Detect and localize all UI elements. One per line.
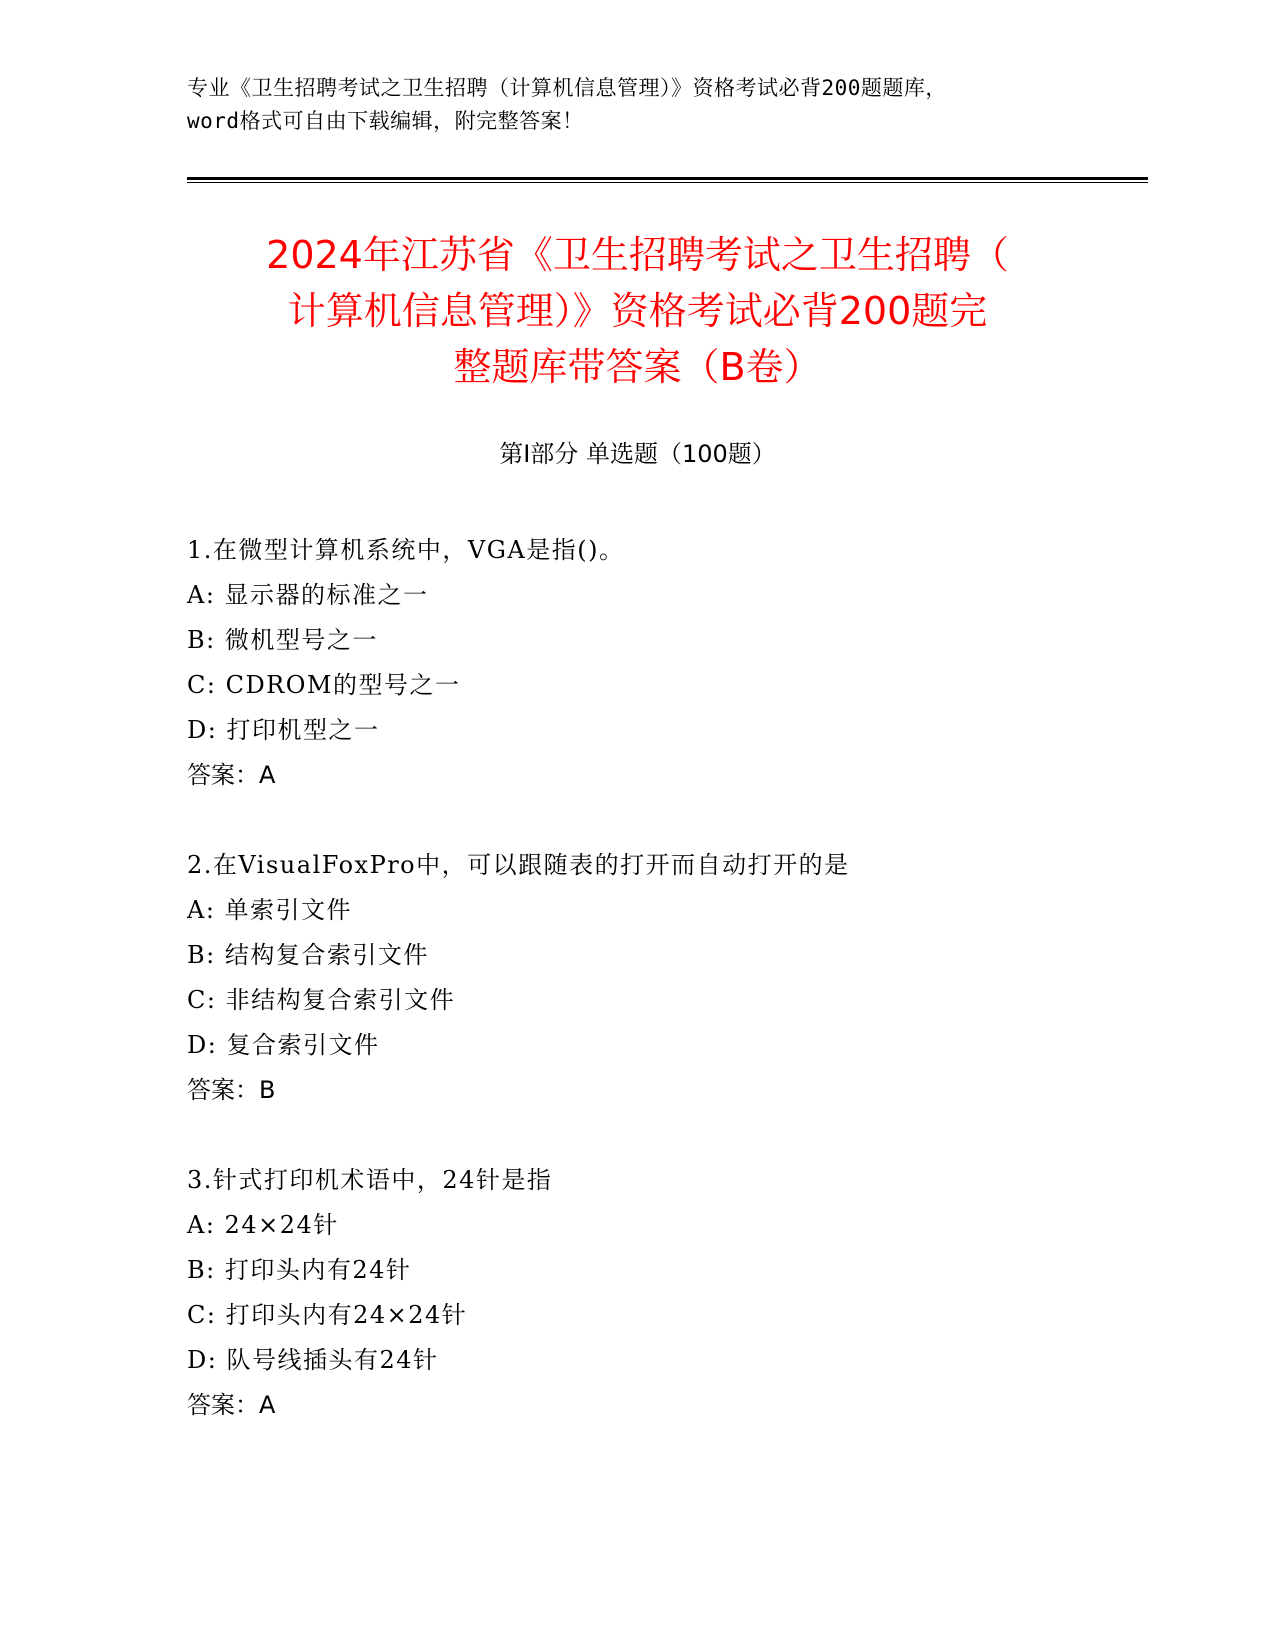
section-title: 第Ⅰ部分 单选题（100题） [499, 440, 776, 468]
option-b: B: 结构复合索引文件 [187, 941, 429, 969]
header-divider-thick [187, 177, 1148, 180]
question-stem: 3.针式打印机术语中，24针是指 [187, 1166, 553, 1194]
option-c: C: 打印头内有24×24针 [187, 1301, 468, 1329]
question-stem: 1.在微型计算机系统中，VGA是指()。 [187, 536, 625, 564]
option-a: A: 显示器的标准之一 [187, 581, 429, 609]
header-note-line-1: 专业《卫生招聘考试之卫生招聘（计算机信息管理）》资格考试必背200题题库， [187, 76, 947, 100]
document-title [180, 227, 1095, 395]
header-note-line-2: word格式可自由下载编辑，附完整答案！ [187, 109, 584, 133]
option-d: D: 队号线插头有24针 [187, 1346, 439, 1374]
option-a: A: 单索引文件 [187, 896, 353, 924]
question-3 [187, 1158, 1137, 1428]
option-a: A: 24×24针 [187, 1211, 339, 1239]
option-b: B: 打印头内有24针 [187, 1256, 412, 1284]
question-list [187, 528, 1137, 1473]
answer: 答案：A [187, 761, 276, 789]
option-c: C: 非结构复合索引文件 [187, 986, 456, 1014]
option-b: B: 微机型号之一 [187, 626, 378, 654]
document-title-line-2: 计算机信息管理）》资格考试必背200题完 [287, 289, 988, 333]
question-1 [187, 528, 1137, 798]
question-2 [187, 843, 1137, 1113]
option-d: D: 打印机型之一 [187, 716, 380, 744]
option-d: D: 复合索引文件 [187, 1031, 380, 1059]
document-title-line-3: 整题库带答案（B卷） [453, 345, 822, 389]
option-c: C: CDROM的型号之一 [187, 671, 461, 699]
header-divider-thin [187, 182, 1148, 183]
answer: 答案：B [187, 1076, 276, 1104]
answer: 答案：A [187, 1391, 276, 1419]
question-stem: 2.在VisualFoxPro中，可以跟随表的打开而自动打开的是 [187, 851, 850, 879]
document-title-line-1: 2024年江苏省《卫生招聘考试之卫生招聘（ [266, 233, 1009, 277]
header-note [187, 72, 1107, 138]
